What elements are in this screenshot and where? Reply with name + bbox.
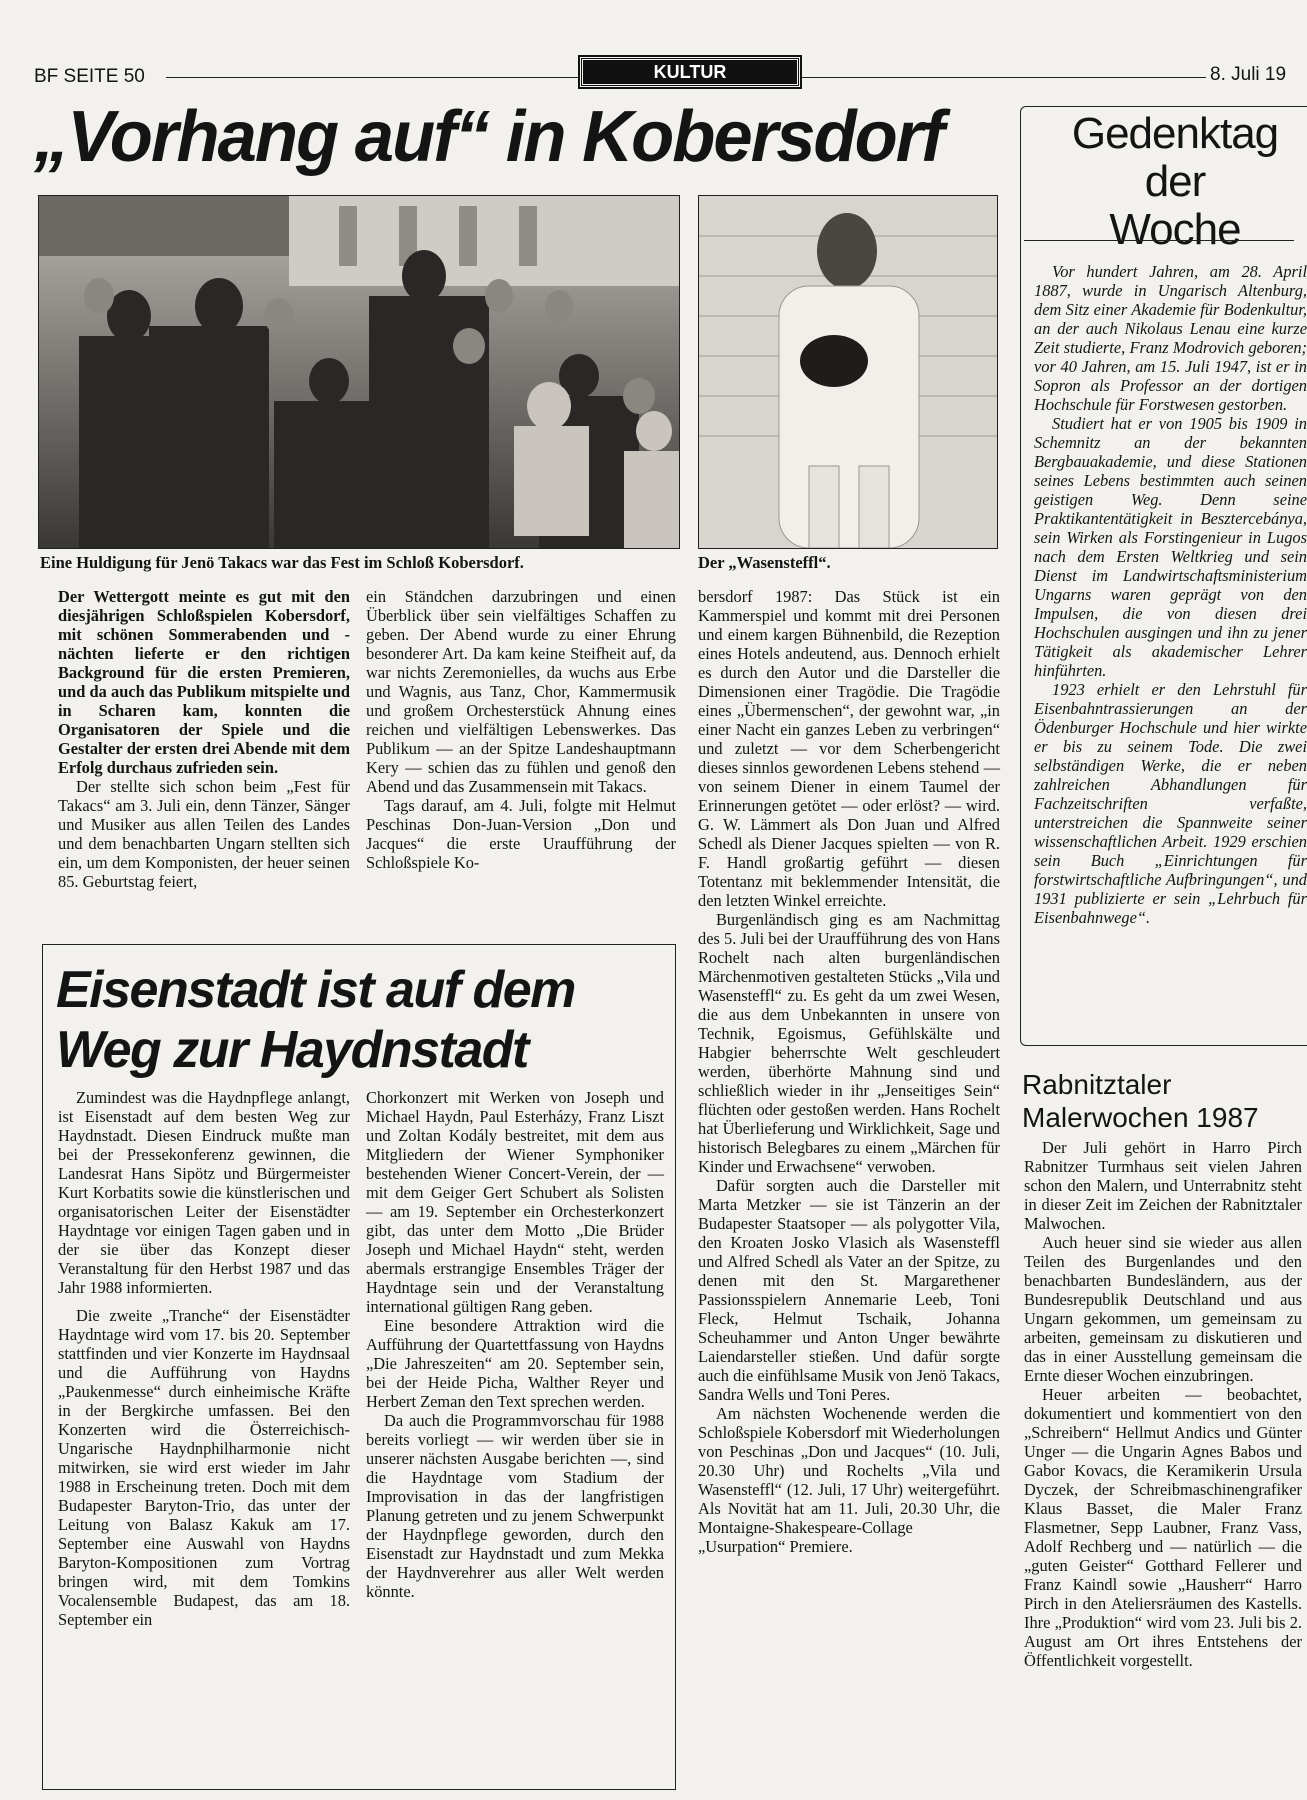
paragraph: ein Ständchen darzubringen und einen Überblick über sein vielfältiges Schaffen zu geben. Der Abend wurde zu einer Ehrung besonderer Art. Da kam keine Steifheit auf, da war nichts Zeremonielles, da wuchs aus Erbe und Wagnis, aus Tanz, Chor, Kammermusik und großem Orchesterstück Ahnung eines reichen und vielfältigen Lebenswerkes. Das Publikum — an der Spitze Landeshauptmann Kery — schien das zu fühlen und genoß den Abend und das Zusammensein mit Takacs. bbox=[366, 587, 676, 796]
gedenktag-title-line2: der bbox=[1144, 157, 1206, 206]
photo-audience-image bbox=[39, 196, 679, 548]
photo-wasensteffl-image bbox=[699, 196, 997, 548]
rabnitztaler-title-line1: Rabnitztaler bbox=[1022, 1069, 1172, 1100]
paragraph: Zumindest was die Haydnpflege anlangt, ist Eisenstadt auf dem besten Weg zur Haydnstadt. Diesen Eindruck mußte man bei der Pressekonferenz gewinnen, die Landesrat Hans Sipötz und Bürgermeister Kurt Korbatits sowie die künstlerischen und organisatorischen Leiter der Eisenstädter Haydntage vor einigen Tagen gaben und in der sie über das Konzept dieser Veranstaltung für den Herbst 1987 und das Jahr 1988 informierten. bbox=[58, 1088, 350, 1297]
paragraph: Tags darauf, am 4. Juli, folgte mit Helmut Peschinas Don-Juan-Version „Don und Jacques“ die erste Uraufführung der Schloßspiele Ko- bbox=[366, 796, 676, 872]
paragraph: Studiert hat er von 1905 bis 1909 in Schemnitz an der bekannten Bergbauakademie, und diese Stationen seines Lebens bestimmten auch seinen geistigen Weg. Denn seine Praktikantentätigkeit in Besztercebánya, sein Wirken als Forstingenieur in Lugos nach dem Ersten Weltkrieg und sein Dienst im Landwirtschaftsministerium Ungarns waren geprägt von den Impulsen, die von diesen drei Hochschulen ausgingen und ihn zu jener Tätigkeit als akademischer Lehrer hinführten. bbox=[1034, 414, 1307, 680]
paragraph: Da auch die Programmvorschau für 1988 bereits vorliegt — wir werden über sie in unserer nächsten Ausgabe berichten —, sind die Haydntage vom Stadium der Improvisation in das der langfristigen Planung getreten und zu jenem Schwerpunkt der Haydnpflege geworden, durch den Eisenstadt zur Haydnstadt und zum Mekka der Haydnverehrer aus aller Welt werden könnte. bbox=[366, 1411, 664, 1601]
article-kobersdorf-col2 bbox=[366, 587, 676, 872]
paragraph: Vor hundert Jahren, am 28. April 1887, wurde in Ungarisch Altenburg, dem Sitz einer Akademie für Bodenkultur, an der auch Nikolaus Lenau eine kurze Zeit studierte, Franz Modrovich geboren; vor 40 Jahren, am 15. Juli 1947, ist er in Sopron als Professor an der dortigen Hochschule für Forstwesen gestorben. bbox=[1034, 262, 1307, 414]
paragraph: Der Juli gehört in Harro Pirch Rabnitzer Turmhaus seit vielen Jahren schon den Malern, und Unterrabnitz steht in dieser Zeit im Zeichen der Rabnitztaler Malwochen. bbox=[1024, 1138, 1302, 1233]
header-rule-right bbox=[802, 77, 1206, 78]
gedenktag-title-line3: Woche bbox=[1109, 205, 1241, 254]
issue-date: 8. Juli 19 bbox=[1210, 64, 1287, 85]
page-label: BF SEITE 50 bbox=[34, 66, 145, 87]
article-haydn-title-line1: Eisenstadt ist auf dem bbox=[56, 961, 575, 1019]
gedenktag-text bbox=[1034, 262, 1307, 927]
paragraph: Am nächsten Wochenende werden die Schloßspiele Kobersdorf mit Wiederholungen von Peschinas „Don und Jacques“ (10. Juli, 20.30 Uhr) und Rochelts „Vila und Wasensteffl“ (12. Juli, 17 Uhr) weitergeführt. Als Novität hat am 11. Juli, 20.30 Uhr, die Montaigne-Shakespeare-Collage „Usurpation“ Premiere. bbox=[698, 1404, 1000, 1556]
gedenktag-title bbox=[1050, 110, 1300, 254]
rabnitztaler-title bbox=[1022, 1068, 1307, 1134]
photo-wasensteffl bbox=[698, 195, 998, 549]
paragraph: Die zweite „Tranche“ der Eisenstädter Haydntage wird vom 17. bis 20. September stattfinden und vier Konzerte im Haydnsaal und die Aufführung von Haydns „Paukenmesse“ durch einheimische Kräfte in der Bergkirche umfassen. Bei den Konzerten wird die Österreichisch-Ungarische Haydnphilharmonie nicht mitwirken, sie wird erst wieder im Jahr 1988 in Erscheinung treten. Doch mit dem Budapester Baryton-Trio, das unter der Leitung von Balasz Kakuk am 17. September eine Auswahl von Haydns Baryton-Kompositionen zum Vortrag bringen wird, mit dem Tomkins Vocalensemble Budapest, das am 18. September ein bbox=[58, 1306, 350, 1629]
header-rule-left bbox=[166, 77, 578, 78]
gedenktag-title-line1: Gedenktag bbox=[1071, 109, 1279, 158]
paragraph: bersdorf 1987: Das Stück ist ein Kammerspiel und kommt mit drei Personen und einem kargen Bühnenbild, die Rezeption eines Hotels andeutend, aus. Dennoch erhielt es durch den Autor und die Darsteller die Dimensionen einer Tragödie. Die Tragödie eines „Übermenschen“, der gewohnt war, „in einer Nacht ein ganzes Leben zu verbringen“ und zuletzt — vor dem Scherbengericht dieses sinnlos gewordenen Lebens stehend — von seinem Diener in einem Taumel der Erinnerungen getötet — oder erlöst? — wird. G. W. Lämmert als Don Juan und Alfred Schedl als Diener Jacques spielten — von R. F. Handl großartig geführt — diesen Totentanz mit beklemmender Intensität, die den letzten Winkel erreichte. bbox=[698, 587, 1000, 910]
article-haydn-col1 bbox=[58, 1088, 350, 1629]
paragraph: 1923 erhielt er den Lehrstuhl für Eisenbahntrassierungen an der Ödenburger Hochschule und hier wirkte er bis zu seinem Tode. Die zwei selbständigen Werke, die er neben zahlreichen Abhandlungen für Fachzeitschriften verfaßte, unterstreichen die Spannweite seiner wissenschaftlichen Arbeit. 1929 erschien sein Buch „Einrichtungen für forstwirtschaftliche Aufbringungen“, und 1931 publizierte er sein „Lehrbuch für Eisenbahnwege“. bbox=[1034, 680, 1307, 927]
gedenktag-rule bbox=[1024, 240, 1294, 241]
photo-caption-right: Der „Wasensteffl“. bbox=[698, 553, 831, 572]
article-haydn-title-line2: Weg zur Haydnstadt bbox=[56, 1021, 528, 1079]
photo-caption-left: Eine Huldigung für Jenö Takacs war das Fest im Schloß Kobersdorf. bbox=[40, 553, 524, 572]
article-haydn-col2 bbox=[366, 1088, 664, 1601]
paragraph: Heuer arbeiten — beobachtet, dokumentiert und kommentiert von den „Schreibern“ Hellmut Andics und Günter Unger — die Ungarin Agnes Babos und Gabor Kovacs, die Keramikerin Ursula Dyczek, der Schreibmaschinengrafiker Klaus Basset, die Maler Franz Flasmetner, Sepp Laubner, Franz Vass, Adolf Rechberg und — natürlich — die „guten Geister“ Gotthard Fellerer und Franz Kaindl sowie „Hausherr“ Harro Pirch in den Ateliersräumen des Kastells. Ihre „Produktion“ wird vom 23. Juli bis 2. August am Ort ihres Entstehens der Öffentlichkeit vorgestellt. bbox=[1024, 1385, 1302, 1670]
paragraph: Eine besondere Attraktion wird die Aufführung der Quartettfassung von Haydns „Die Jahreszeiten“ am 20. September sein, bei der Heide Picha, Walther Reyer und Herbert Zeman den Text sprechen werden. bbox=[366, 1316, 664, 1411]
paragraph: Auch heuer sind sie wieder aus allen Teilen des Burgenlandes und den benachbarten Bundesländern, aus der Bundesrepublik Deutschland und aus Ungarn gekommen, um gemeinsam zu arbeiten, gemeinsam zu diskutieren und das in einer Ausstellung gemeinsam die Ernte dieser Wochen einzubringen. bbox=[1024, 1233, 1302, 1385]
article-haydn-title bbox=[56, 960, 666, 1080]
paragraph: Burgenländisch ging es am Nachmittag des 5. Juli bei der Uraufführung des von Hans Rochelt nach alten burgenländischen Märchenmotiven gestalteten Stücks „Vila und Wasensteffl“ zu. Es geht da um zwei Wesen, die aus dem Unbekannten in unsere von Technik, Egoismus, Gefühlskälte und Habgier beherrschte Welt geschleudert werden, überhörte Mahnung sind und schließlich wieder in ihr „Jenseitiges Sein“ flüchten oder gestoßen werden. Hans Rochelt hat Überlieferung und Wirklichkeit, Sage und historisch Belegbares zu einem „Märchen für Kinder und Erwachsene“ verwoben. bbox=[698, 910, 1000, 1176]
paragraph: Der stellte sich schon beim „Fest für Takacs“ am 3. Juli ein, denn Tänzer, Sänger und Musiker aus allen Teilen des Landes und dem benachbarten Ungarn stellten sich ein, um dem Komponisten, der heuer seinen 85. Geburtstag feiert, bbox=[58, 777, 350, 891]
paragraph: Chorkonzert mit Werken von Joseph und Michael Haydn, Paul Esterházy, Franz Liszt und Zoltan Kodály bestreitet, mit dem aus Mitgliedern der Wiener Symphoniker bestehenden Wiener Concert-Verein, der — mit dem Geiger Gert Schubert als Solisten — am 19. September ein Orchesterkonzert gibt, das unter dem Motto „Die Brüder Joseph und Michael Haydn“ steht, werden abermals erstrangige Ensembles Träger der Haydntage sein und der Veranstaltung international gültigen Rang geben. bbox=[366, 1088, 664, 1316]
photo-audience bbox=[38, 195, 680, 549]
paragraph: Dafür sorgten auch die Darsteller mit Marta Metzker — sie ist Tänzerin an der Budapester Staatsoper — als polygotter Vila, den Kroaten Josko Vlasich als Wasensteffl und Alfred Schedl als Vater an der Spitze, zu denen mit den St. Margarethener Passionsspielern Annemarie Leeb, Toni Fleck, Helmut Tschaik, Johanna Scheuhammer und Anton Unger bewährte Laiendarsteller stießen. Und dafür sorgte auch die einfühlsame Musik von Jenö Takacs, Sandra Wells und Toni Peres. bbox=[698, 1176, 1000, 1404]
article-lead: Der Wettergott meinte es gut mit den diesjährigen Schloßspielen Kobersdorf, mit schönen Sommerabenden und -nächten lieferte er den richtigen Background für die ersten Premieren, und da auch das Publikum mitspielte und in Scharen kam, konnten die Organisatoren der Spiele und die Gestalter der ersten drei Abende mit dem Erfolg durchaus zufrieden sein. bbox=[58, 587, 350, 777]
article-kobersdorf-col3 bbox=[698, 587, 1000, 1556]
rabnitztaler-title-line2: Malerwochen 1987 bbox=[1022, 1102, 1259, 1133]
section-tag: KULTUR bbox=[580, 57, 800, 87]
headline: „Vorhang auf“ in Kobersdorf bbox=[34, 97, 943, 177]
article-kobersdorf-col1 bbox=[58, 587, 350, 891]
rabnitztaler-text bbox=[1024, 1138, 1302, 1670]
